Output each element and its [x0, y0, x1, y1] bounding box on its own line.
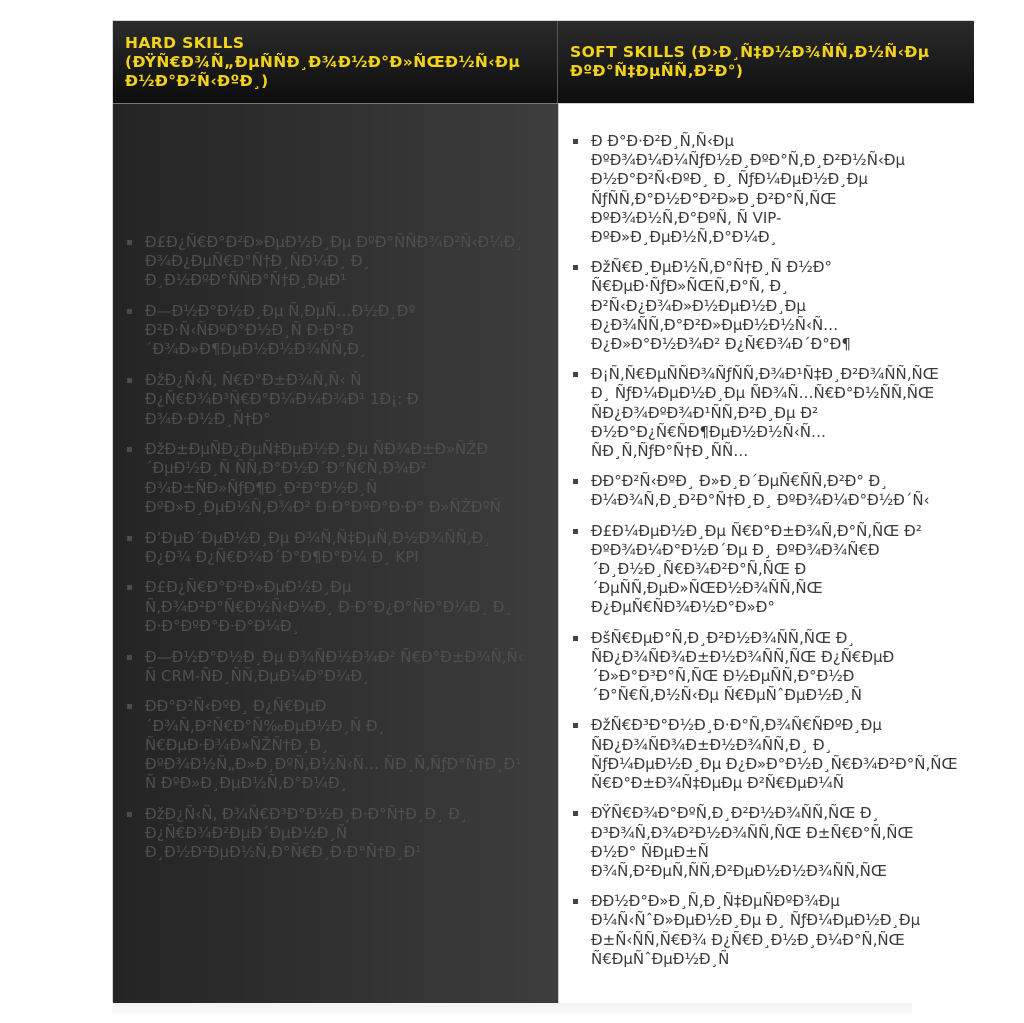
hard-skill-text: Ð£Ð¿Ñ€Ð°Ð²Ð»ÐµÐ½Ð¸Ðµ ÐºÐ°ÑÑÐ¾Ð²Ñ‹Ð¼Ð¸ Ð¾Ð¿ÐµÑ€Ð°Ñ†Ð¸ÑÐ¼Ð¸ Ð¸ Ð¸Ð½ÐºÐ°ÑÑÐ°Ñ†Ð¸ÐµÐ¹: [145, 232, 523, 290]
bullet-icon: [127, 447, 132, 452]
bullet-icon: [573, 265, 578, 270]
hard-skill-text: Ð’ÐµÐ´ÐµÐ½Ð¸Ðµ Ð¾Ñ‚Ñ‡ÐµÑ‚Ð½Ð¾ÑÑ‚Ð¸ Ð¿Ð¾ Ð¿Ñ€Ð¾Ð´Ð°Ð¶Ð°Ð¼ Ð¸ KPI: [145, 528, 491, 566]
bullet-icon: [127, 704, 132, 709]
list-item: [125, 233, 535, 291]
bullet-icon: [127, 240, 132, 245]
soft-skill-text: ÐŸÑ€Ð¾Ð°ÐºÑ‚Ð¸Ð²Ð½Ð¾ÑÑ‚ÑŒ Ð¸ Ð³Ð¾Ñ‚Ð¾Ð²Ð½Ð¾ÑÑ‚ÑŒ Ð±Ñ€Ð°Ñ‚ÑŒ Ð½Ð° ÑÐµÐ±Ñ Ð¾Ñ‚Ð²ÐµÑ‚ÑÑ‚Ð²ÐµÐ½Ð½Ð¾ÑÑ‚ÑŒ: [591, 804, 914, 880]
soft-skills-cell: [558, 103, 974, 1003]
list-item: [125, 529, 535, 567]
bullet-icon: [573, 636, 578, 641]
bullet-icon: [573, 372, 578, 377]
list-item: [571, 804, 961, 881]
hard-skill-text: ÐÐ°Ð²Ñ‹ÐºÐ¸ Ð¿Ñ€ÐµÐ´Ð¾Ñ‚Ð²Ñ€Ð°Ñ‰ÐµÐ½Ð¸Ñ Ð¸ Ñ€ÐµÐ·Ð¾Ð»ÑŽÑ†Ð¸Ð¸ ÐºÐ¾Ð½Ñ„Ð»Ð¸ÐºÑ‚Ð½Ñ‹Ñ… ÑÐ¸Ñ‚ÑƒÐ°Ñ†Ð¸Ð¹ Ñ ÐºÐ»Ð¸ÐµÐ½Ñ‚Ð°Ð¼Ð¸: [145, 697, 522, 793]
soft-skill-text: Ð£Ð¼ÐµÐ½Ð¸Ðµ Ñ€Ð°Ð±Ð¾Ñ‚Ð°Ñ‚ÑŒ Ð² ÐºÐ¾Ð¼Ð°Ð½Ð´Ðµ Ð¸ ÐºÐ¾Ð¾Ñ€Ð´Ð¸Ð½Ð¸Ñ€Ð¾Ð²Ð°Ñ‚ÑŒ Ð´ÐµÑÑ‚ÐµÐ»ÑŒÐ½Ð¾ÑÑ‚ÑŒ Ð¿ÐµÑ€ÑÐ¾Ð½Ð°Ð»Ð°: [591, 521, 922, 617]
bullet-icon: [127, 536, 132, 541]
bullet-icon: [127, 655, 132, 660]
hard-skill-text: ÐžÐ±ÐµÑÐ¿ÐµÑ‡ÐµÐ½Ð¸Ðµ ÑÐ¾Ð±Ð»ÑŽÐ´ÐµÐ½Ð¸Ñ ÑÑ‚Ð°Ð½Ð´Ð°Ñ€Ñ‚Ð¾Ð² Ð¾Ð±ÑÐ»ÑƒÐ¶Ð¸Ð²Ð°Ð½Ð¸Ñ ÐºÐ»Ð¸ÐµÐ½Ñ‚Ð¾Ð² Ð·Ð°ÐºÐ°Ð·Ð° Ð»ÑŽÐºÑ: [145, 440, 501, 516]
soft-skill-text: ÐžÑ€Ð³Ð°Ð½Ð¸Ð·Ð°Ñ‚Ð¾Ñ€ÑÐºÐ¸Ðµ ÑÐ¿Ð¾ÑÐ¾Ð±Ð½Ð¾ÑÑ‚Ð¸ Ð¸ ÑƒÐ¼ÐµÐ½Ð¸Ðµ Ð¿Ð»Ð°Ð½Ð¸Ñ€Ð¾Ð²Ð°Ñ‚ÑŒ Ñ€Ð°Ð±Ð¾Ñ‡ÐµÐµ Ð²Ñ€ÐµÐ¼Ñ: [591, 716, 958, 793]
list-item: [125, 578, 535, 636]
soft-skill-text: Ð Ð°Ð·Ð²Ð¸Ñ‚Ñ‹Ðµ ÐºÐ¾Ð¼Ð¼ÑƒÐ½Ð¸ÐºÐ°Ñ‚Ð¸Ð²Ð½Ñ‹Ðµ Ð½Ð°Ð²Ñ‹ÐºÐ¸ Ð¸ ÑƒÐ¼ÐµÐ½Ð¸Ðµ ÑƒÑÑ‚Ð°Ð½Ð°Ð²Ð»Ð¸Ð²Ð°Ñ‚ÑŒ ÐºÐ¾Ð½Ñ‚Ð°ÐºÑ‚ Ñ VIP-ÐºÐ»Ð¸ÐµÐ½Ñ‚Ð°Ð¼Ð¸: [591, 132, 906, 247]
list-item: [125, 648, 535, 686]
soft-skills-list: [571, 132, 962, 969]
hard-skill-text: Ð—Ð½Ð°Ð½Ð¸Ðµ Ñ‚ÐµÑ…Ð½Ð¸Ðº Ð²Ð·Ñ‹ÑÐºÐ°Ð½Ð¸Ñ Ð·Ð°Ð´Ð¾Ð»Ð¶ÐµÐ½Ð½Ð¾ÑÑ‚Ð¸: [145, 302, 416, 359]
list-item: [125, 697, 535, 793]
soft-skills-header: SOFT SKILLS (Ð›Ð¸Ñ‡Ð½Ð¾ÑÑ‚Ð½Ñ‹Ðµ ÐºÐ°Ñ‡ÐµÑÑ‚Ð²Ð°): [558, 21, 974, 103]
hard-skill-text: Ð£Ð¿Ñ€Ð°Ð²Ð»ÐµÐ½Ð¸Ðµ Ñ‚Ð¾Ð²Ð°Ñ€Ð½Ñ‹Ð¼Ð¸ Ð·Ð°Ð¿Ð°ÑÐ°Ð¼Ð¸ Ð¸ Ð·Ð°ÐºÐ°Ð·Ð°Ð¼Ð¸: [145, 578, 512, 635]
soft-skill-text: ÐžÑ€Ð¸ÐµÐ½Ñ‚Ð°Ñ†Ð¸Ñ Ð½Ð° Ñ€ÐµÐ·ÑƒÐ»ÑŒÑ‚Ð°Ñ‚ Ð¸ Ð²Ñ‹Ð¿Ð¾Ð»Ð½ÐµÐ½Ð¸Ðµ Ð¿Ð¾ÑÑ‚Ð°Ð²Ð»ÐµÐ½Ð½Ñ‹Ñ… Ð¿Ð»Ð°Ð½Ð¾Ð² Ð¿Ñ€Ð¾Ð´Ð°Ð¶: [591, 258, 851, 354]
hard-skills-header: HARD SKILLS (ÐŸÑ€Ð¾Ñ„ÐµÑÑÐ¸Ð¾Ð½Ð°Ð»ÑŒÐ½Ñ‹Ðµ Ð½Ð°Ð²Ñ‹ÐºÐ¸): [113, 21, 558, 103]
list-item: [571, 522, 961, 618]
soft-skill-text: ÐšÑ€ÐµÐ°Ñ‚Ð¸Ð²Ð½Ð¾ÑÑ‚ÑŒ Ð¸ ÑÐ¿Ð¾ÑÐ¾Ð±Ð½Ð¾ÑÑ‚ÑŒ Ð¿Ñ€ÐµÐ´Ð»Ð°Ð³Ð°Ñ‚ÑŒ Ð½ÐµÑÑ‚Ð°Ð½Ð´Ð°Ñ€Ñ‚Ð½Ñ‹Ðµ Ñ€ÐµÑˆÐµÐ½Ð¸Ñ: [591, 628, 895, 705]
bullet-icon: [573, 529, 578, 534]
table-shadow: [112, 1002, 912, 1014]
list-item: [125, 371, 535, 429]
list-item: [125, 805, 535, 863]
bullet-icon: [127, 309, 132, 314]
list-item: [571, 472, 961, 510]
bullet-icon: [573, 479, 578, 484]
bullet-icon: [127, 378, 132, 383]
list-item: [571, 365, 961, 461]
hard-skill-text: ÐžÐ¿Ñ‹Ñ‚ Ñ€Ð°Ð±Ð¾Ñ‚Ñ‹ Ñ Ð¿Ñ€Ð¾Ð³Ñ€Ð°Ð¼Ð¼Ð¾Ð¹ 1Ð¡: Ð Ð¾Ð·Ð½Ð¸Ñ†Ð°: [145, 371, 419, 428]
hard-skills-list: [125, 233, 535, 874]
hard-skills-cell: [113, 103, 558, 1003]
bullet-icon: [127, 812, 132, 817]
bullet-icon: [573, 811, 578, 816]
skills-table: [112, 20, 973, 1002]
list-item: [571, 716, 961, 793]
soft-skill-text: Ð¡Ñ‚Ñ€ÐµÑÑÐ¾ÑƒÑÑ‚Ð¾Ð¹Ñ‡Ð¸Ð²Ð¾ÑÑ‚ÑŒ Ð¸ ÑƒÐ¼ÐµÐ½Ð¸Ðµ ÑÐ¾Ñ…Ñ€Ð°Ð½ÑÑ‚ÑŒ ÑÐ¿Ð¾ÐºÐ¾Ð¹ÑÑ‚Ð²Ð¸Ðµ Ð² Ð½Ð°Ð¿Ñ€ÑÐ¶ÐµÐ½Ð½Ñ‹Ñ… ÑÐ¸Ñ‚ÑƒÐ°Ñ†Ð¸ÑÑ…: [591, 365, 939, 461]
bullet-icon: [573, 723, 578, 728]
list-item: [125, 302, 535, 360]
bullet-icon: [573, 139, 578, 144]
soft-skill-text: ÐÐ°Ð²Ñ‹ÐºÐ¸ Ð»Ð¸Ð´ÐµÑ€ÑÑ‚Ð²Ð° Ð¸ Ð¼Ð¾Ñ‚Ð¸Ð²Ð°Ñ†Ð¸Ð¸ ÐºÐ¾Ð¼Ð°Ð½Ð´Ñ‹: [591, 472, 930, 510]
list-item: [571, 132, 961, 247]
soft-skill-text: ÐÐ½Ð°Ð»Ð¸Ñ‚Ð¸Ñ‡ÐµÑÐºÐ¾Ðµ Ð¼Ñ‹ÑˆÐ»ÐµÐ½Ð¸Ðµ Ð¸ ÑƒÐ¼ÐµÐ½Ð¸Ðµ Ð±Ñ‹ÑÑ‚Ñ€Ð¾ Ð¿Ñ€Ð¸Ð½Ð¸Ð¼Ð°Ñ‚ÑŒ Ñ€ÐµÑˆÐµÐ½Ð¸Ñ: [591, 892, 921, 968]
bullet-icon: [573, 899, 578, 904]
list-item: [571, 892, 961, 969]
list-item: [571, 258, 961, 354]
hard-skill-text: ÐžÐ¿Ñ‹Ñ‚ Ð¾Ñ€Ð³Ð°Ð½Ð¸Ð·Ð°Ñ†Ð¸Ð¸ Ð¸ Ð¿Ñ€Ð¾Ð²ÐµÐ´ÐµÐ½Ð¸Ñ Ð¸Ð½Ð²ÐµÐ½Ñ‚Ð°Ñ€Ð¸Ð·Ð°Ñ†Ð¸Ð¹: [145, 804, 468, 862]
list-item: [125, 440, 535, 517]
hard-skill-text: Ð—Ð½Ð°Ð½Ð¸Ðµ Ð¾ÑÐ½Ð¾Ð² Ñ€Ð°Ð±Ð¾Ñ‚Ñ‹ Ñ CRM-ÑÐ¸ÑÑ‚ÐµÐ¼Ð°Ð¼Ð¸: [145, 647, 524, 685]
bullet-icon: [127, 585, 132, 590]
list-item: [571, 629, 961, 706]
